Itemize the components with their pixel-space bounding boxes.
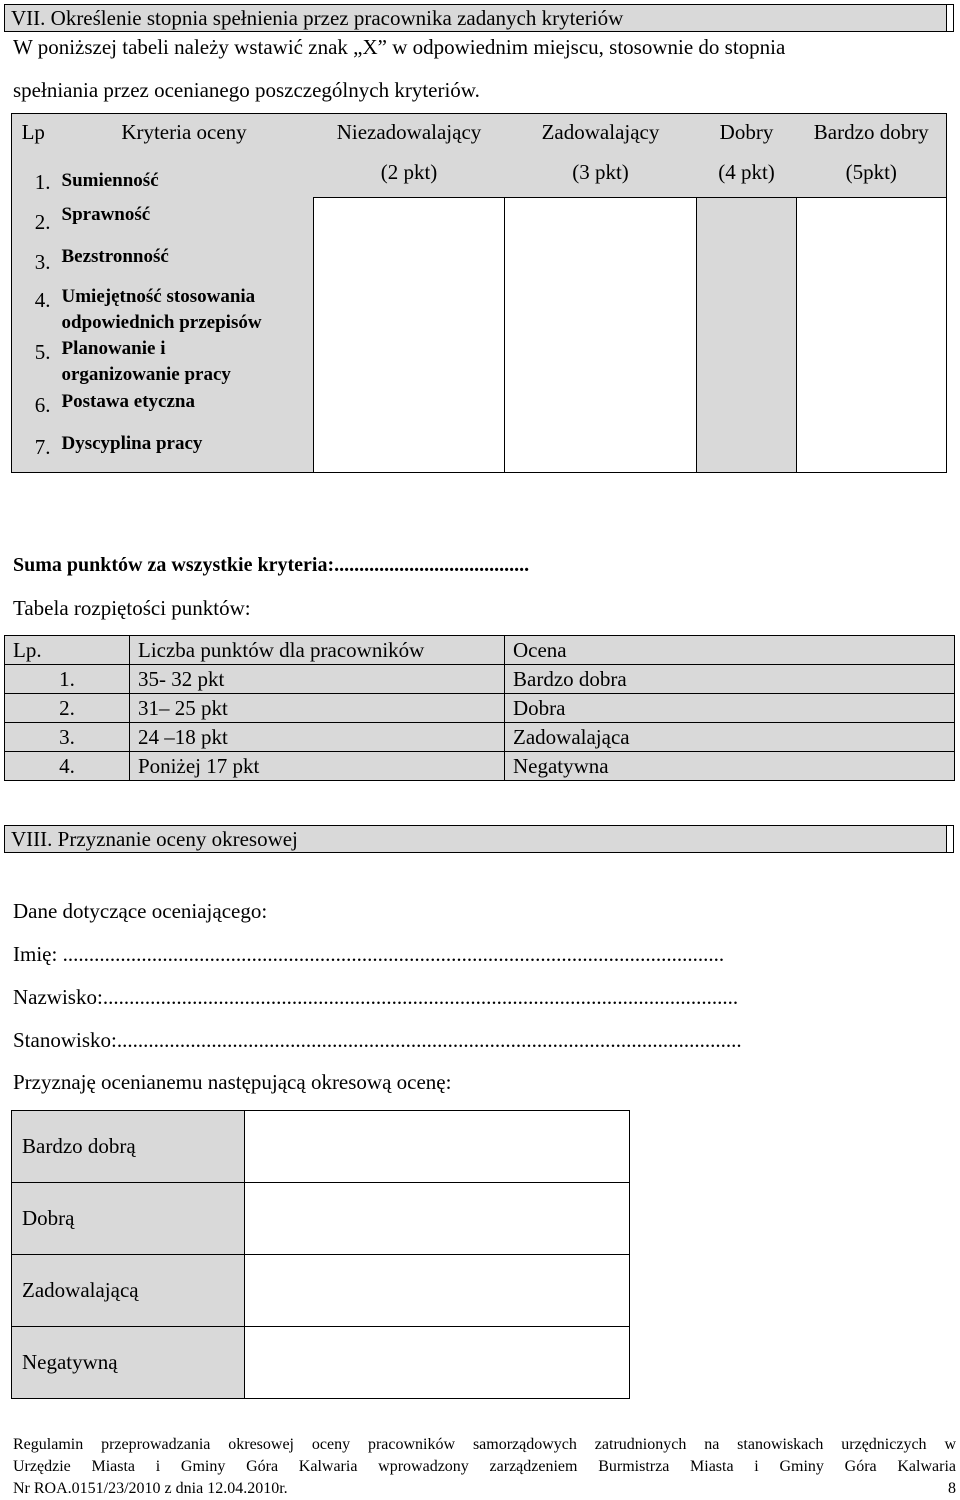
mark-cell-bardzo-dobry[interactable] [797,389,947,429]
range-grade: Zadowalająca [505,723,955,752]
mark-cell-zadowalajacy[interactable] [505,240,697,282]
grade-mark-box[interactable] [245,1327,630,1399]
mark-cell-bardzo-dobry[interactable] [797,240,947,282]
intro-line-2: spełniania przez ocenianego poszczególnych kryteriów. [13,78,480,102]
range-header-lp: Lp. [5,636,130,665]
criteria-name: Sprawność [55,198,314,240]
grade-mark-box[interactable] [245,1111,630,1183]
range-points: Poniżej 17 pkt [130,752,505,781]
range-lp: 4. [5,752,130,781]
score-range-table [4,635,955,781]
grade-table [11,1110,630,1399]
row-number: 1. [12,156,55,198]
criteria-row-1 [12,156,947,198]
first-name-field[interactable]: Imię: .............................................................................................................................. [13,942,725,966]
grade-mark-box[interactable] [245,1255,630,1327]
criteria-header-row [12,114,947,156]
grade-label: Dobrą [12,1183,245,1255]
range-header-points: Liczba punktów dla pracowników [130,636,505,665]
header-bardzo-dobry: Bardzo dobry [797,114,947,156]
criteria-name [55,282,314,336]
criteria-row-5 [12,336,947,389]
range-row [5,723,955,752]
range-points: 24 –18 pkt [130,723,505,752]
criteria-name-line-2: organizowanie pracy [61,363,231,385]
criteria-row-6 [12,389,947,429]
range-grade: Bardzo dobra [505,665,955,694]
mark-cell-niezadowalajacy[interactable] [314,282,505,336]
mark-cell-bardzo-dobry[interactable] [797,429,947,473]
row-number: 7. [12,429,55,473]
mark-cell-zadowalajacy[interactable] [505,336,697,389]
mark-cell-niezadowalajacy[interactable] [314,389,505,429]
mark-cell-zadowalajacy[interactable] [505,198,697,240]
range-row [5,752,955,781]
section-vii-title: VII. Określenie stopnia spełnienia przez pracownika zadanych kryteriów [11,6,624,30]
range-grade: Dobra [505,694,955,723]
criteria-name: Sumienność [55,156,314,198]
range-points: 31– 25 pkt [130,694,505,723]
criteria-name: Dyscyplina pracy [55,429,314,473]
grant-label: Przyznaję ocenianemu następującą okresową ocenę: [13,1070,452,1094]
criteria-row-4 [12,282,947,336]
criteria-name-line-2: odpowiednich przepisów [61,311,262,333]
range-lp: 2. [5,694,130,723]
header-criteria: Kryteria oceny [55,114,314,156]
page-number: 8 [948,1480,956,1497]
mark-cell-dobry[interactable] [697,240,797,282]
intro-line-1: W poniższej tabeli należy wstawić znak „X” w odpowiednim miejscu, stosownie do stopnia [13,35,786,59]
pts-dobry: (4 pkt) [697,156,797,198]
grade-label: Bardzo dobrą [12,1111,245,1183]
header-lp: Lp [12,114,55,156]
criteria-row-3 [12,240,947,282]
range-header-grade: Ocena [505,636,955,665]
grade-row [12,1327,630,1399]
criteria-name-line-1: Umiejętność stosowania [61,285,256,307]
criteria-row-7 [12,429,947,473]
footer-line-1: Regulamin przeprowadzania okresowej oceny pracowników samorządowych zatrudnionych na stanowiskach urzędniczych w [13,1436,956,1453]
mark-cell-niezadowalajacy[interactable] [314,336,505,389]
position-field[interactable]: Stanowisko:....................................................................................................................... [13,1028,742,1052]
grade-row [12,1183,630,1255]
header-zadowalajacy: Zadowalający [505,114,697,156]
row-number: 6. [12,389,55,429]
footer-line-3: Nr ROA.0151/23/2010 z dnia 12.04.2010r. [13,1480,288,1497]
criteria-row-2 [12,198,947,240]
row-number: 2. [12,198,55,240]
mark-cell-zadowalajacy[interactable] [505,429,697,473]
mark-cell-dobry[interactable] [697,389,797,429]
mark-cell-niezadowalajacy[interactable] [314,240,505,282]
section-viii-title: VIII. Przyznanie oceny okresowej [11,827,298,851]
grade-row [12,1111,630,1183]
criteria-name [55,336,314,389]
range-table-title: Tabela rozpiętości punktów: [13,596,251,620]
assessor-label: Dane dotyczące oceniającego: [13,899,268,923]
grade-label: Negatywną [12,1327,245,1399]
pts-zadowalajacy: (3 pkt) [505,156,697,198]
mark-cell-bardzo-dobry[interactable] [797,336,947,389]
mark-cell-dobry[interactable] [697,198,797,240]
mark-cell-bardzo-dobry[interactable] [797,198,947,240]
range-row [5,665,955,694]
range-header-row [5,636,955,665]
section-viii-header [4,825,954,853]
mark-cell-zadowalajacy[interactable] [505,389,697,429]
range-lp: 1. [5,665,130,694]
header-dobry: Dobry [697,114,797,156]
mark-cell-zadowalajacy[interactable] [505,282,697,336]
mark-cell-dobry[interactable] [697,429,797,473]
mark-cell-niezadowalajacy[interactable] [314,429,505,473]
criteria-name: Postawa etyczna [55,389,314,429]
last-name-field[interactable]: Nazwisko:......................................................................................................................... [13,985,739,1009]
row-number: 4. [12,282,55,336]
grade-label: Zadowalającą [12,1255,245,1327]
criteria-name-line-1: Planowanie i [61,337,166,359]
section-vii-header [4,4,954,32]
mark-cell-dobry[interactable] [697,336,797,389]
pts-bardzo-dobry: (5pkt) [797,156,947,198]
range-row [5,694,955,723]
footer-line-2: Urzędzie Miasta i Gminy Góra Kalwaria wprowadzony zarządzeniem Burmistrza Miasta i Gminy Góra Kalwaria [13,1458,956,1475]
pts-niezadowalajacy: (2 pkt) [314,156,505,198]
grade-row [12,1255,630,1327]
criteria-table [11,113,947,473]
mark-cell-bardzo-dobry[interactable] [797,282,947,336]
mark-cell-dobry[interactable] [697,282,797,336]
range-grade: Negatywna [505,752,955,781]
header-niezadowalajacy: Niezadowalający [314,114,505,156]
grade-mark-box[interactable] [245,1183,630,1255]
range-lp: 3. [5,723,130,752]
mark-cell-niezadowalajacy[interactable] [314,198,505,240]
sum-points-line: Suma punktów za wszystkie kryteria:....................................... [13,554,530,576]
footer [13,1434,956,1500]
criteria-name: Bezstronność [55,240,314,282]
row-number: 3. [12,240,55,282]
range-points: 35- 32 pkt [130,665,505,694]
row-number: 5. [12,336,55,389]
